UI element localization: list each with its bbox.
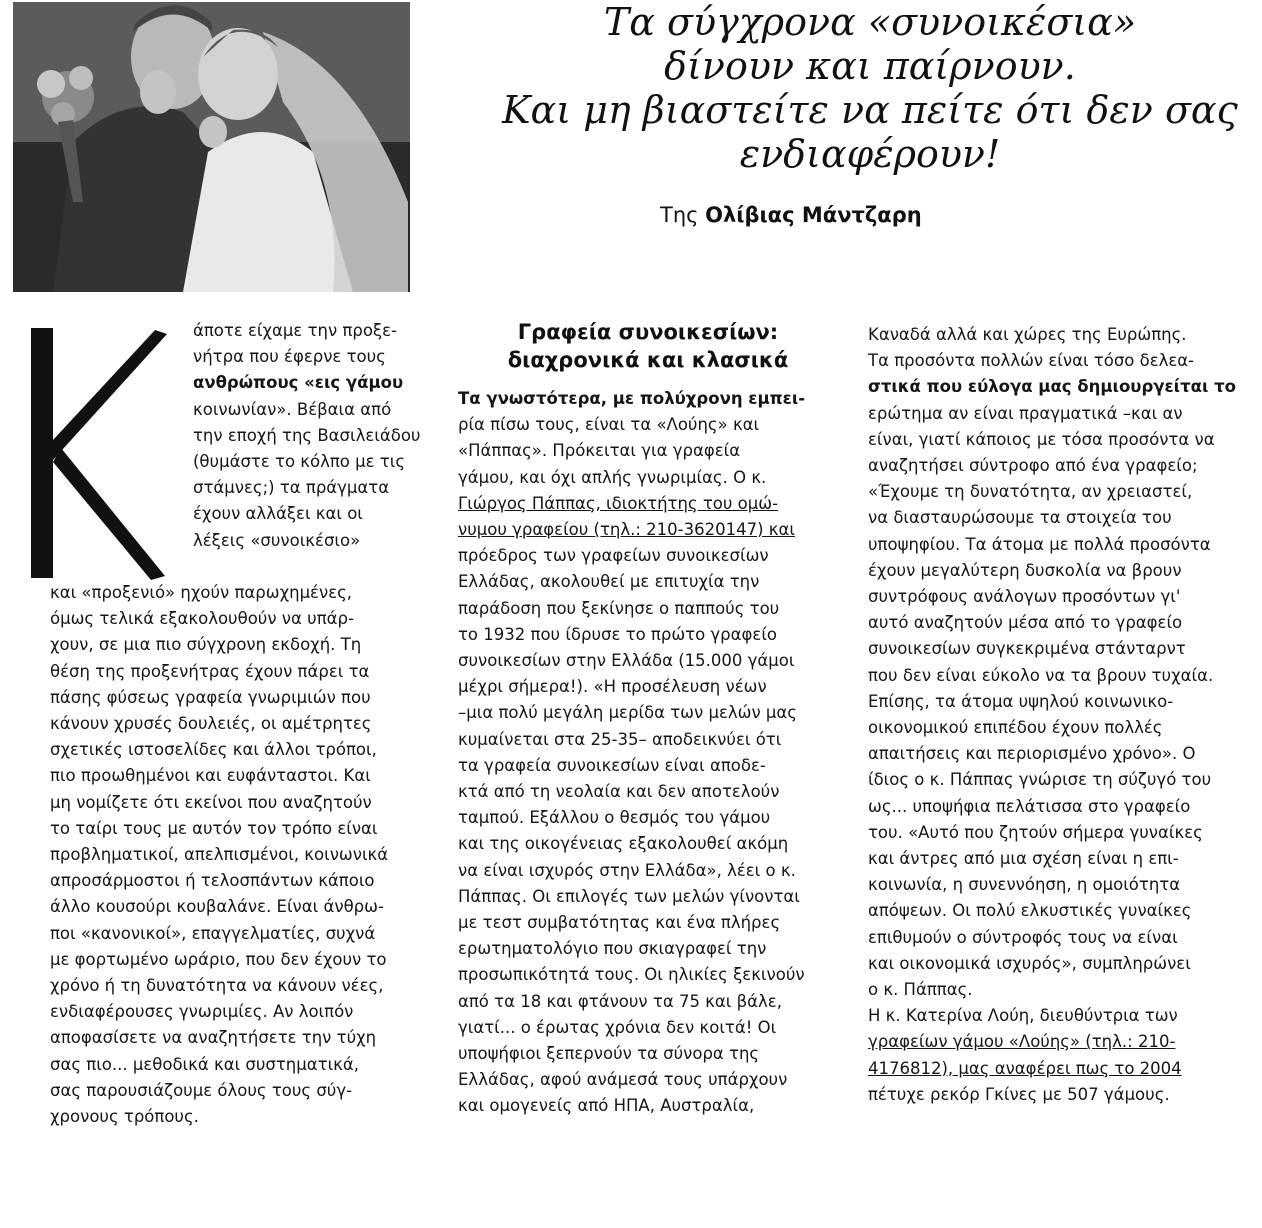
text-line: είναι, γιατί κάποιος με τόσα προσόντα να	[868, 429, 1215, 449]
text-line: μη νομίζετε ότι εκείνοι που αναζητούν	[50, 792, 372, 812]
subhead-line: Γραφεία συνοικεσίων:	[517, 320, 779, 344]
text-line: ερώτημα αν είναι πραγματικά –και αν	[868, 403, 1183, 423]
text-line: από τα 18 και φτάνουν τα 75 και βάλε,	[458, 991, 782, 1011]
text-line: και ομογενείς από ΗΠΑ, Αυστραλία,	[458, 1096, 755, 1116]
text-line: κοινωνία, η συνεννόηση, η ομοιότητα	[868, 875, 1181, 895]
text-line: οικονομικού επιπέδου έχουν πολλές	[868, 718, 1163, 738]
text-line: «Πάππας». Πρόκειται για γραφεία	[458, 441, 741, 461]
text-line: ταμπού. Εξάλλου ο θεσμός του γάμου	[458, 808, 771, 828]
text-line: μέχρι σήμερα!). «Η προσέλευση νέων	[458, 677, 767, 697]
text-line: να είναι ισχυρός στην Ελλάδα», λέει ο κ.	[458, 860, 796, 880]
text-line: απροσάρμοστοι ή τελοσπάντων κάποιο	[50, 871, 375, 891]
text-line: με φορτωμένο ωράριο, που δεν έχουν το	[50, 949, 387, 969]
text-line: και οικονομικά ισχυρός», συμπληρώνει	[868, 953, 1191, 973]
text-line: υποψήφιοι ξεπερνούν τα σύνορα της	[458, 1044, 760, 1064]
text-line: προσωπικότητά τους. Οι ηλικίες ξεκινούν	[458, 965, 805, 985]
text-line: αποφασίσετε να αναζητήσετε την τύχη	[50, 1028, 377, 1048]
text-line: άποτε είχαμε την προξε-	[193, 321, 398, 340]
text-line: λέξεις «συνοικέσιο»	[193, 530, 361, 550]
text-line: γραφείων γάμου «Λούης» (τηλ.: 210-	[868, 1032, 1176, 1052]
text-line: Η κ. Κατερίνα Λούη, διευθύντρια των	[868, 1006, 1178, 1026]
text-line: 4176812), μας αναφέρει πως το 2004	[868, 1058, 1182, 1078]
text-line: ερωτηματολόγιο που σκιαγραφεί την	[458, 939, 767, 959]
text-line: ρία πίσω τους, είναι τα «Λούης» και	[458, 415, 760, 435]
headline-line: ενδιαφέρουν!	[739, 132, 1001, 176]
text-line: έχουν μεγαλύτερη δυσκολία να βρουν	[868, 560, 1182, 580]
text-line: στάμνες;) τα πράγματα	[193, 478, 390, 498]
text-line: να διασταυρώσουμε τα στοιχεία του	[868, 508, 1172, 528]
column2-subhead	[478, 318, 818, 374]
byline	[660, 203, 922, 227]
text-line: πέτυχε ρεκόρ Γκίνες με 507 γάμους.	[868, 1084, 1170, 1104]
text-line: Ελλάδας, ακολουθεί με επιτυχία την	[458, 572, 760, 592]
text-line: κυμαίνεται στα 25-35– αποδεικνύει ότι	[458, 729, 782, 749]
text-line: πιο προωθημένοι και ευφάνταστοι. Και	[50, 766, 371, 786]
headline-line: δίνουν και παίρνουν.	[664, 44, 1076, 88]
headline-line: Τα σύγχρονα «συνοικέσια»	[603, 0, 1137, 44]
text-line: το 1932 που ίδρυσε το πρώτο γραφείο	[458, 624, 778, 644]
column1-body	[50, 580, 388, 1130]
text-line: ο κ. Πάππας.	[868, 980, 973, 1000]
article-headline	[480, 0, 1260, 176]
text-line: άλλο κουσούρι κουβαλάνε. Είναι άνθρω-	[50, 897, 384, 917]
text-line: Τα γνωστότερα, με πολύχρονη εμπει-	[458, 389, 806, 408]
text-line: επιθυμούν ο σύντροφός τους να είναι	[868, 927, 1178, 947]
text-line: «Έχουμε τη δυνατότητα, αν χρειαστεί,	[868, 482, 1193, 502]
text-line: Ελλάδας, αφού ανάμεσά τους υπάρχουν	[458, 1070, 788, 1090]
text-line: του. «Αυτό που ζητούν σήμερα γυναίκες	[868, 822, 1203, 842]
text-line: όμως τελικά εξακολουθούν να υπάρ-	[50, 609, 354, 629]
text-line: –μια πολύ μεγάλη μερίδα των μελών μας	[458, 703, 797, 723]
text-line: σας παρουσιάζουμε όλους τους σύγ-	[50, 1080, 353, 1100]
wedding-photo	[13, 2, 410, 292]
text-line: γιατί... ο έρωτας χρόνια δεν κοιτά! Οι	[458, 1017, 777, 1037]
column3-text	[868, 322, 1236, 1108]
text-line: με τεστ συμβατότητας και ένα πλήρες	[458, 913, 781, 933]
text-line: (θυμάστε το κόλπο με τις	[193, 452, 406, 472]
text-line: απαιτήσεις και περιορισμένο χρόνο». Ο	[868, 744, 1196, 764]
drop-cap-letter	[25, 322, 175, 584]
text-line: ενδιαφέρουσες γνωριμίες. Αν λοιπόν	[50, 1002, 354, 1022]
text-line: συνοικεσίων συγκεκριμένα στάνταρντ	[868, 639, 1186, 659]
text-line: αναζητήσει σύντροφο από ένα γραφείο;	[868, 456, 1198, 476]
byline-author: Ολίβιας Μάντζαρη	[705, 203, 922, 227]
wedding-photo-illustration	[13, 2, 410, 292]
column1-intro	[193, 318, 420, 554]
text-line: Καναδά αλλά και χώρες της Ευρώπης.	[868, 325, 1187, 344]
column2-text	[458, 386, 805, 1120]
text-line: και «προξενιό» ηχούν παρωχημένες,	[50, 583, 353, 602]
text-line: Επίσης, τα άτομα υψηλού κοινωνικο-	[868, 691, 1174, 711]
text-line: έχουν αλλάξει και οι	[193, 504, 363, 524]
text-line: θέση της προξενήτρας έχουν πάρει τα	[50, 661, 370, 681]
text-line: το ταίρι τους με αυτόν τον τρόπο είναι	[50, 818, 378, 838]
text-line: ως... υποψήφια πελάτισσα στο γραφείο	[868, 796, 1191, 816]
text-line: ίδιος ο κ. Πάππας γνώρισε τη σύζυγό του	[868, 770, 1212, 790]
text-line: ανθρώπους «εις γάμου	[193, 373, 404, 393]
text-line: πρόεδρος των γραφείων συνοικεσίων	[458, 546, 769, 566]
text-line: πάσης φύσεως γραφεία γνωριμιών που	[50, 687, 371, 707]
text-line: νήτρα που έφερνε τους	[193, 347, 386, 367]
text-line: και της οικογένειας εξακολουθεί ακόμη	[458, 834, 789, 854]
text-line: και άντρες από μια σχέση είναι η επι-	[868, 849, 1179, 869]
text-line: χρονους τρόπους.	[50, 1107, 199, 1127]
text-line: κτά από τη νεολαία και δεν αποτελούν	[458, 782, 780, 802]
text-line: τα γραφεία συνοικεσίων είναι αποδε-	[458, 755, 766, 775]
headline-line: Και μη βιαστείτε να πείτε ότι δεν σας	[502, 88, 1238, 132]
text-line: κάνουν χρυσές δουλειές, οι αμέτρητες	[50, 714, 372, 734]
drop-cap	[25, 322, 175, 584]
text-line: Γιώργος Πάππας, ιδιοκτήτης του ομώ-	[458, 493, 779, 513]
text-line: υποψηφίου. Τα άτομα με πολλά προσόντα	[868, 534, 1211, 554]
text-line: κοινωνίαν». Βέβαια από	[193, 399, 392, 419]
text-line: που δεν είναι εύκολο να τα βρουν τυχαία.	[868, 665, 1214, 685]
byline-prefix: Της	[660, 203, 706, 227]
text-line: χουν, σε μια πιο σύγχρονη εκδοχή. Τη	[50, 635, 362, 655]
text-line: σας πιο... μεθοδικά και συστηματικά,	[50, 1054, 360, 1074]
text-line: συντρόφους ανάλογων προσόντων γι'	[868, 587, 1181, 607]
text-line: απόψεων. Οι πολύ ελκυστικές γυναίκες	[868, 901, 1192, 921]
text-line: νυμου γραφείου (τηλ.: 210-3620147) και	[458, 520, 795, 540]
text-line: την εποχή της Βασιλειάδου	[193, 425, 421, 445]
text-line: σχετικές ιστοσελίδες και άλλοι τρόποι,	[50, 740, 377, 760]
text-line: στικά που εύλογα μας δημιουργείται το	[868, 377, 1237, 397]
text-line: χρόνο ή τη δυνατότητα να κάνουν νέες,	[50, 976, 384, 996]
subhead-line: διαχρονικά και κλασικά	[507, 348, 789, 372]
text-line: παράδοση που ξεκίνησε ο παππούς του	[458, 598, 780, 618]
text-line: αυτό αναζητούν μέσα από το γραφείο	[868, 613, 1183, 633]
text-line: συνοικεσίων στην Ελλάδα (15.000 γάμοι	[458, 651, 795, 671]
text-line: ποι «κανονικοί», επαγγελματίες, συχνά	[50, 923, 376, 943]
text-line: Τα προσόντα πολλών είναι τόσο δελεα-	[868, 351, 1195, 371]
text-line: προβληματικοί, απελπισμένοι, κοινωνικά	[50, 845, 389, 865]
text-line: Πάππας. Οι επιλογές των μελών γίνονται	[458, 886, 800, 906]
text-line: γάμου, και όχι απλής γνωριμίας. Ο κ.	[458, 467, 767, 487]
